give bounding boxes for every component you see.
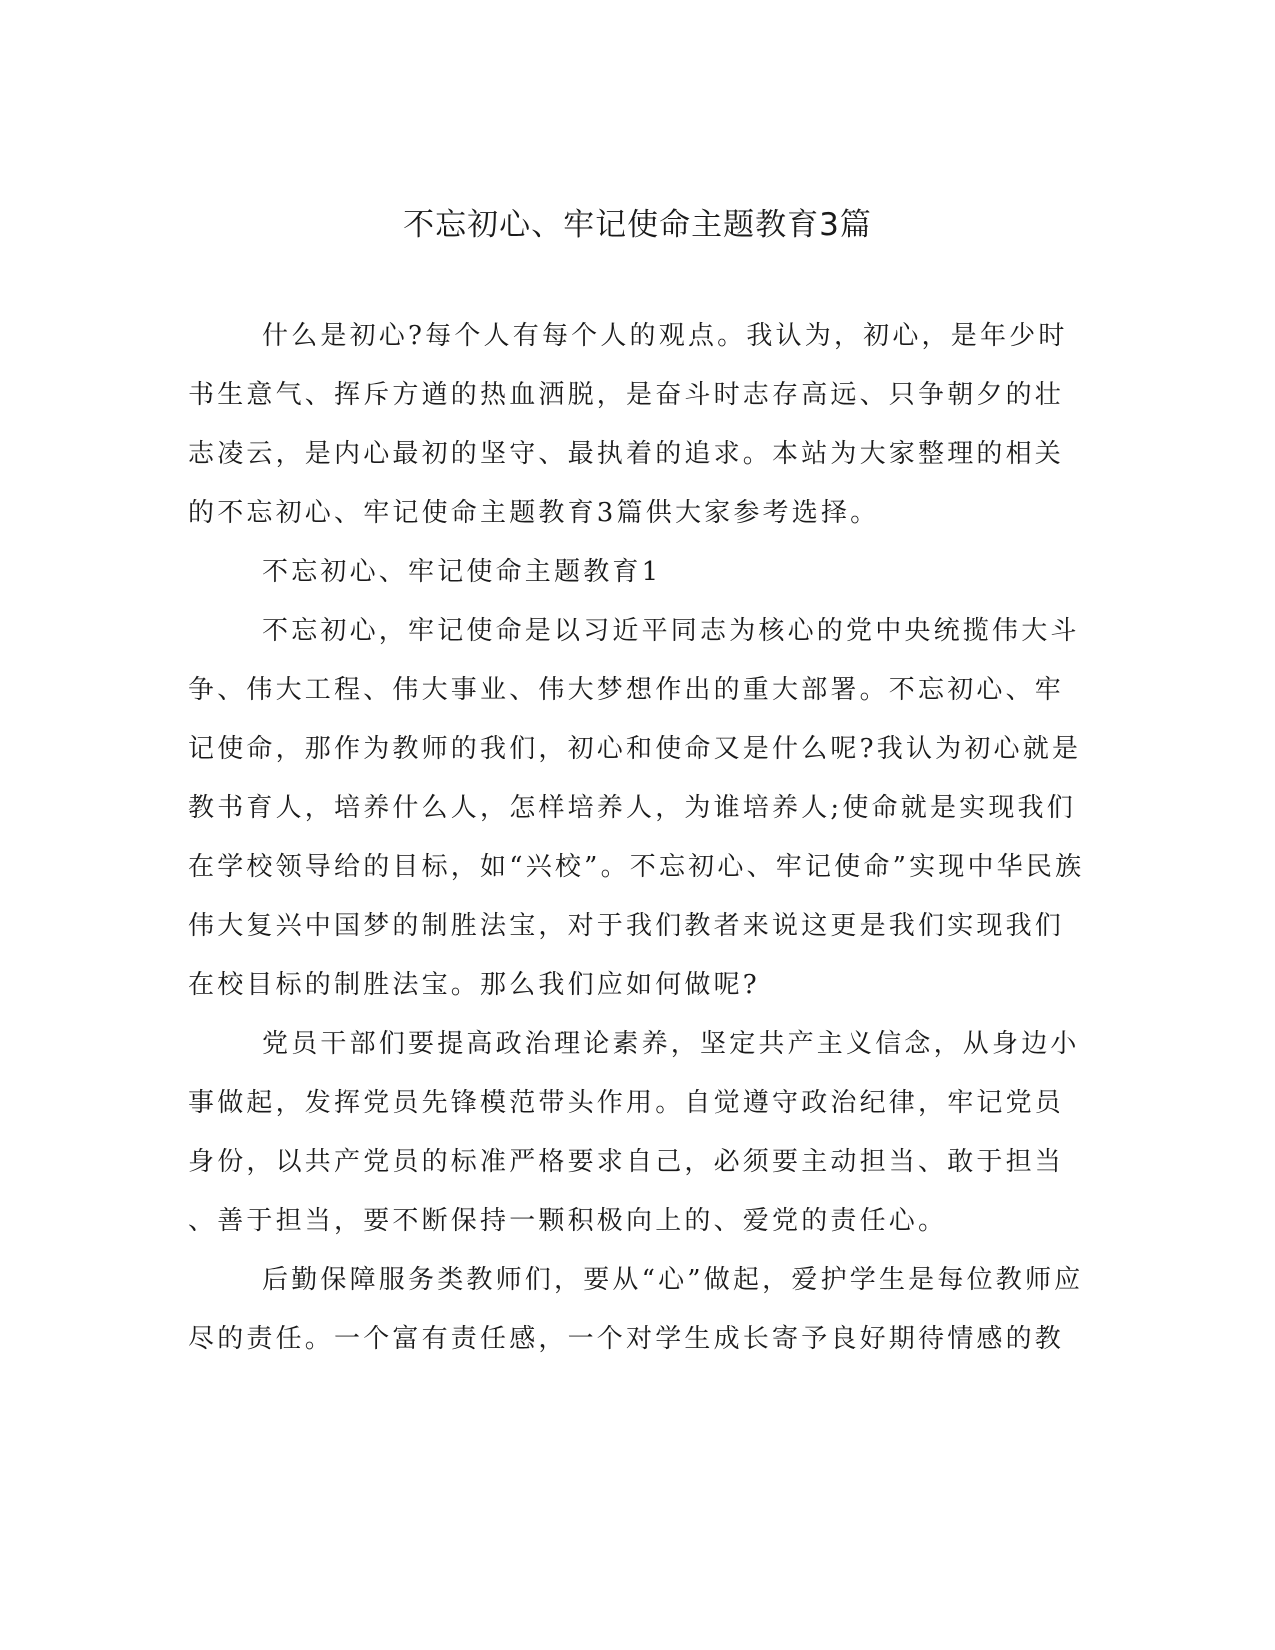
paragraph-line: 后勤保障服务类教师们，要从“心”做起，爱护学生是每位教师应 bbox=[262, 1265, 1084, 1295]
paragraph-line: 不忘初心，牢记使命是以习近平同志为核心的党中央统揽伟大斗 bbox=[262, 616, 1080, 646]
paragraph-line: 尽的责任。一个富有责任感，一个对学生成长寄予良好期待情感的教 bbox=[188, 1324, 1065, 1354]
document-title: 不忘初心、牢记使命主题教育3篇 bbox=[403, 207, 872, 243]
paragraph-line: 党员干部们要提高政治理论素养，坚定共产主义信念，从身边小 bbox=[262, 1029, 1080, 1059]
paragraph-line: 志凌云，是内心最初的坚守、最执着的追求。本站为大家整理的相关 bbox=[188, 439, 1065, 469]
paragraph-line: 记使命，那作为教师的我们，初心和使命又是什么呢?我认为初心就是 bbox=[188, 734, 1082, 764]
paragraph-line: 、善于担当，要不断保持一颗积极向上的、爱党的责任心。 bbox=[188, 1206, 948, 1236]
section-heading: 不忘初心、牢记使命主题教育1 bbox=[262, 557, 662, 587]
paragraph-line: 什么是初心?每个人有每个人的观点。我认为，初心，是年少时 bbox=[262, 321, 1068, 351]
paragraph-line: 的不忘初心、牢记使命主题教育3篇供大家参考选择。 bbox=[188, 498, 880, 528]
paragraph-line: 身份，以共产党员的标准严格要求自己，必须要主动担当、敢于担当 bbox=[188, 1147, 1065, 1177]
paragraph-line: 伟大复兴中国梦的制胜法宝，对于我们教者来说这更是我们实现我们 bbox=[188, 911, 1065, 941]
paragraph-line: 书生意气、挥斥方遒的热血洒脱，是奋斗时志存高远、只争朝夕的壮 bbox=[188, 380, 1065, 410]
paragraph-line: 在学校领导给的目标，如“兴校”。不忘初心、牢记使命”实现中华民族 bbox=[188, 852, 1085, 882]
paragraph-line: 争、伟大工程、伟大事业、伟大梦想作出的重大部署。不忘初心、牢 bbox=[188, 675, 1065, 705]
paragraph-line: 在校目标的制胜法宝。那么我们应如何做呢? bbox=[188, 970, 760, 1000]
paragraph-line: 事做起，发挥党员先锋模范带头作用。自觉遵守政治纪律，牢记党员 bbox=[188, 1088, 1065, 1118]
paragraph-line: 教书育人，培养什么人，怎样培养人，为谁培养人;使命就是实现我们 bbox=[188, 793, 1076, 823]
